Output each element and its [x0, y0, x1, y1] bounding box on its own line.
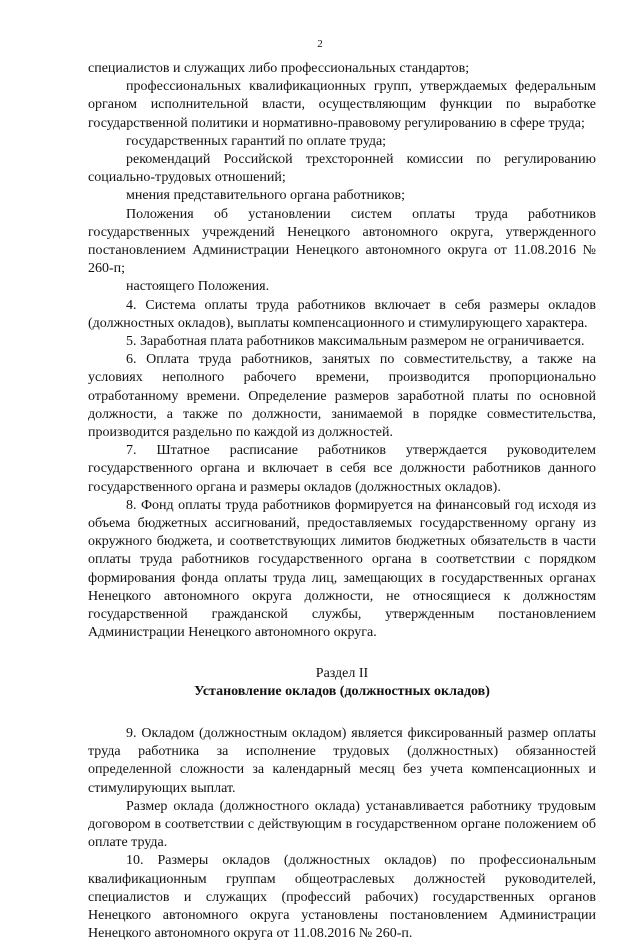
paragraph: государственных гарантий по оплате труда; [126, 133, 387, 149]
paragraph: 5. Заработная плата работников максимальным размером не ограничивается. [126, 334, 585, 350]
section-title: Установление окладов (должностных окладов) [194, 683, 490, 699]
paragraph: 4. Система оплаты труда работников включает в себя размеры окладов (должностных окладов), выплаты компенсационного и стимулирующего характера. [88, 297, 596, 331]
paragraph: мнения представительного органа работников; [126, 188, 406, 204]
paragraph: рекомендаций Российской трехсторонней комиссии по регулированию социально-трудовых отношений; [88, 152, 596, 186]
paragraph: 10. Размеры окладов (должностных окладов) по профессиональным квалификационным группам общеотраслевых должностей руководителей, специалистов и служащих (профессий рабочих) государственных органов Ненецкого автономного округа установлены постановлением Администрации Ненецкого автономного округа от 11.08.2016 № 260-п. [88, 853, 596, 942]
paragraph: профессиональных квалификационных групп, утверждаемых федеральным органом исполнительной власти, осуществляющим функции по выработке государственной политики и нормативно-правовому регулированию в сфере труда; [88, 79, 596, 131]
paragraph: Размер оклада (должностного оклада) устанавливается работнику трудовым договором в соответствии с действующим в государственном органе положением об оплате труда. [88, 798, 596, 851]
paragraph: 6. Оплата труда работников, занятых по совместительству, а также на условиях неполного рабочего времени, производится пропорционально отработанному времени. Определение размеров заработной платы по основной должности, а также по должности, занимаемой в порядке совместительства, производится раздельно по каждой из должностей. [88, 352, 596, 441]
paragraph: настоящего Положения. [126, 279, 270, 295]
section-spacer [88, 701, 596, 725]
paragraph: 7. Штатное расписание работников утверждается руководителем государственного органа и включает в себя все должности работников данного государственного органа и размеры окладов (должностных окладов). [88, 443, 596, 495]
paragraphs-top [88, 60, 596, 643]
paragraph: 9. Окладом (должностным окладом) является фиксированный размер оплаты труда работника за исполнение трудовых (должностных) обязанностей определенной сложности за календарный месяц без учета компенсационных и стимулирующих выплат. [88, 725, 596, 796]
document-body [88, 60, 596, 943]
page-number: 2 [317, 38, 323, 50]
paragraph: 8. Фонд оплаты труда работников формируется на финансовый год исходя из объема бюджетных ассигнований, предоставляемых государственному органу из окружного бюджета, и соответствующих лимитов бюджетных обязательств в части оплаты труда работников государственного органа в соответствии с порядком формирования фонда оплаты труда лиц, замещающих в государственных органах Ненецкого автономного округа должности, не относящиеся к должностям государственной гражданской службы, утвержденным постановлением Администрации Ненецкого автономного округа. [88, 497, 596, 641]
paragraphs-bottom [88, 725, 596, 943]
section-spacer [88, 643, 596, 665]
paragraph: Положения об установлении систем оплаты труда работников государственных учреждений Ненецкого автономного округа, утвержденного постановлением Администрации Ненецкого автономного округа от 11.08.2016 № 260-п; [88, 206, 596, 277]
paragraph: специалистов и служащих либо профессиональных стандартов; [88, 61, 470, 76]
section-number: Раздел II [315, 665, 369, 681]
